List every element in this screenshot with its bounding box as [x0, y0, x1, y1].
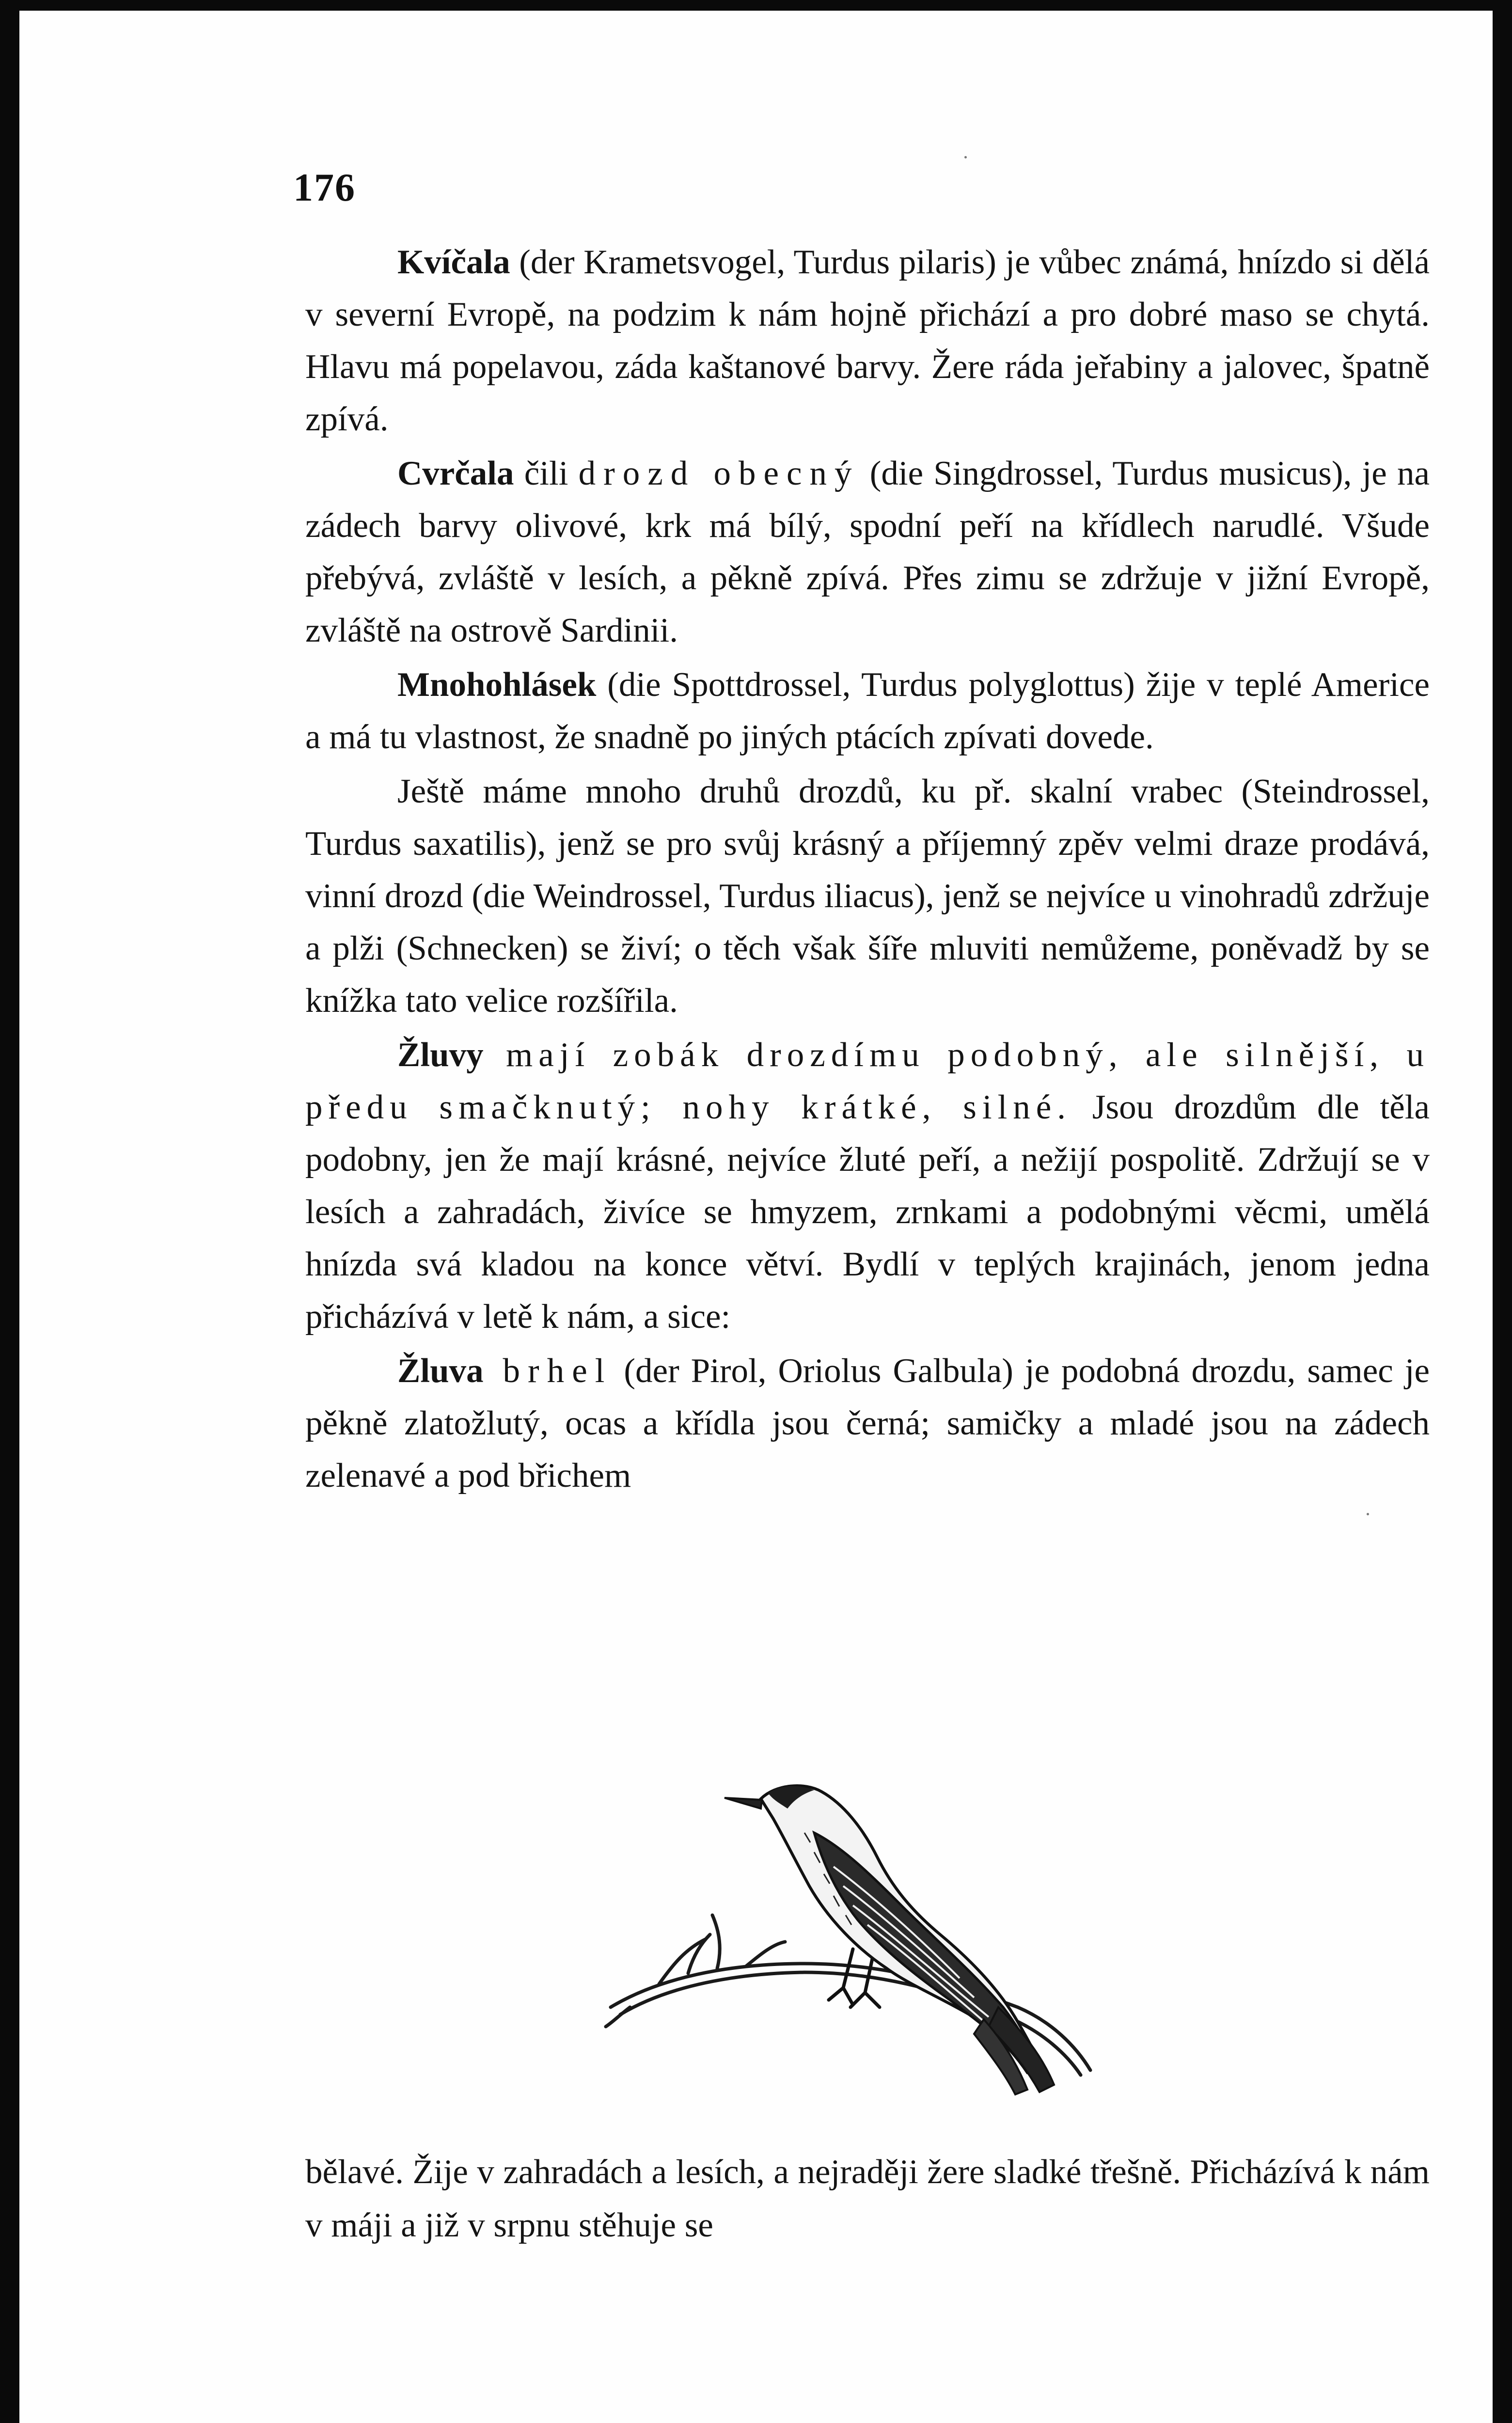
spaced-name: brhel	[483, 1352, 613, 1390]
entry-heading: Cvrčala	[397, 455, 514, 492]
spaced-name: drozd obecný	[578, 455, 860, 492]
paragraph-text: (der Krametsvogel, Turdus pilaris) je vůbec známá, hnízdo si dělá v severní Evropě, na podzim k nám hojně přichází a pro dobré maso se chytá. Hlavu má popelavou, záda kaštanové barvy. Žere ráda jeřabiny a jalovec, špatně zpívá.	[305, 243, 1430, 438]
paragraph-text: (die Spottdrossel, Turdus polyglottus) žije v teplé Americe a má tu vlastnost, že snadně po jiných ptácích zpívati dovede.	[305, 666, 1430, 756]
paragraph-text: (der Pirol, Oriolus Galbula) je podobná drozdu, samec je pěkně zlatožlutý, ocas a křídla jsou černá; samičky a mladé jsou na zádech zelenavé a pod břichem	[305, 1352, 1430, 1495]
paragraph-kvicala	[305, 236, 1430, 445]
page-number: 176	[293, 165, 356, 209]
entry-heading: Žluvy	[397, 1036, 484, 1074]
entry-heading: Žluva	[397, 1352, 484, 1390]
print-speck	[964, 156, 967, 158]
paragraph-text: Ještě máme mnoho druhů drozdů, ku př. skalní vrabec (Steindrossel, Turdus saxatilis), jenž se pro svůj krásný a příjemný zpěv velmi draze prodává, vinní drozd (die Weindrossel, Turdus iliacus), jenž se nejvíce u vinohradů zdržuje a plži (Schnecken) se živí; o těch však šíře mluviti nemůžeme, poněvadž by se knížka tato velice rozšířila.	[305, 772, 1430, 1020]
entry-heading: Kvíčala	[397, 243, 510, 281]
paragraph-cvrcala	[305, 447, 1430, 657]
paragraph-text: Jsou drozdům dle těla podobny, jen že mají krásné, nejvíce žluté peří, a nežijí pospolitě. Zdržují se v lesích a zahradách, živíce se hmyzem, zrnkami a podobnými věcmi, umělá hnízda svá kladou na konce větví. Bydlí v teplých krajinách, jenom jedna přicházívá v letě k nám, a sice:	[305, 1088, 1430, 1336]
paragraph-lead: čili	[514, 455, 579, 492]
spaced-definition: mají zobák drozdímu podobný, ale silnější, u předu smačknutý; nohy krátké, silné.	[305, 1036, 1430, 1126]
paragraph-continuation: bělavé. Žije v zahradách a lesích, a nejraději žere sladké třešně. Přicházívá k nám v máji a již v srpnu stěhuje se	[305, 2153, 1430, 2244]
paragraph-zluvy	[305, 1029, 1430, 1343]
paragraph-druhy	[305, 765, 1430, 1027]
paragraph-text: (die Singdrossel, Turdus musicus), je na zádech barvy olivové, krk má bílý, spodní peří na křídlech narudlé. Všude přebývá, zvláště v lesích, a pěkně zpívá. Přes zimu se zdržuje v jižní Evropě, zvláště na ostrově Sardinii.	[305, 455, 1430, 649]
oriole-bird-icon	[724, 1786, 1054, 2094]
book-page	[19, 11, 1493, 2423]
paragraph-zluva	[305, 1345, 1430, 1502]
paragraph-mnohohlasek	[305, 659, 1430, 763]
print-speck	[1367, 1513, 1369, 1515]
entry-heading: Mnohohlásek	[397, 666, 597, 704]
body-text	[305, 236, 1430, 1502]
continuation-text	[305, 2145, 1430, 2252]
oriole-illustration	[601, 1736, 1153, 2124]
